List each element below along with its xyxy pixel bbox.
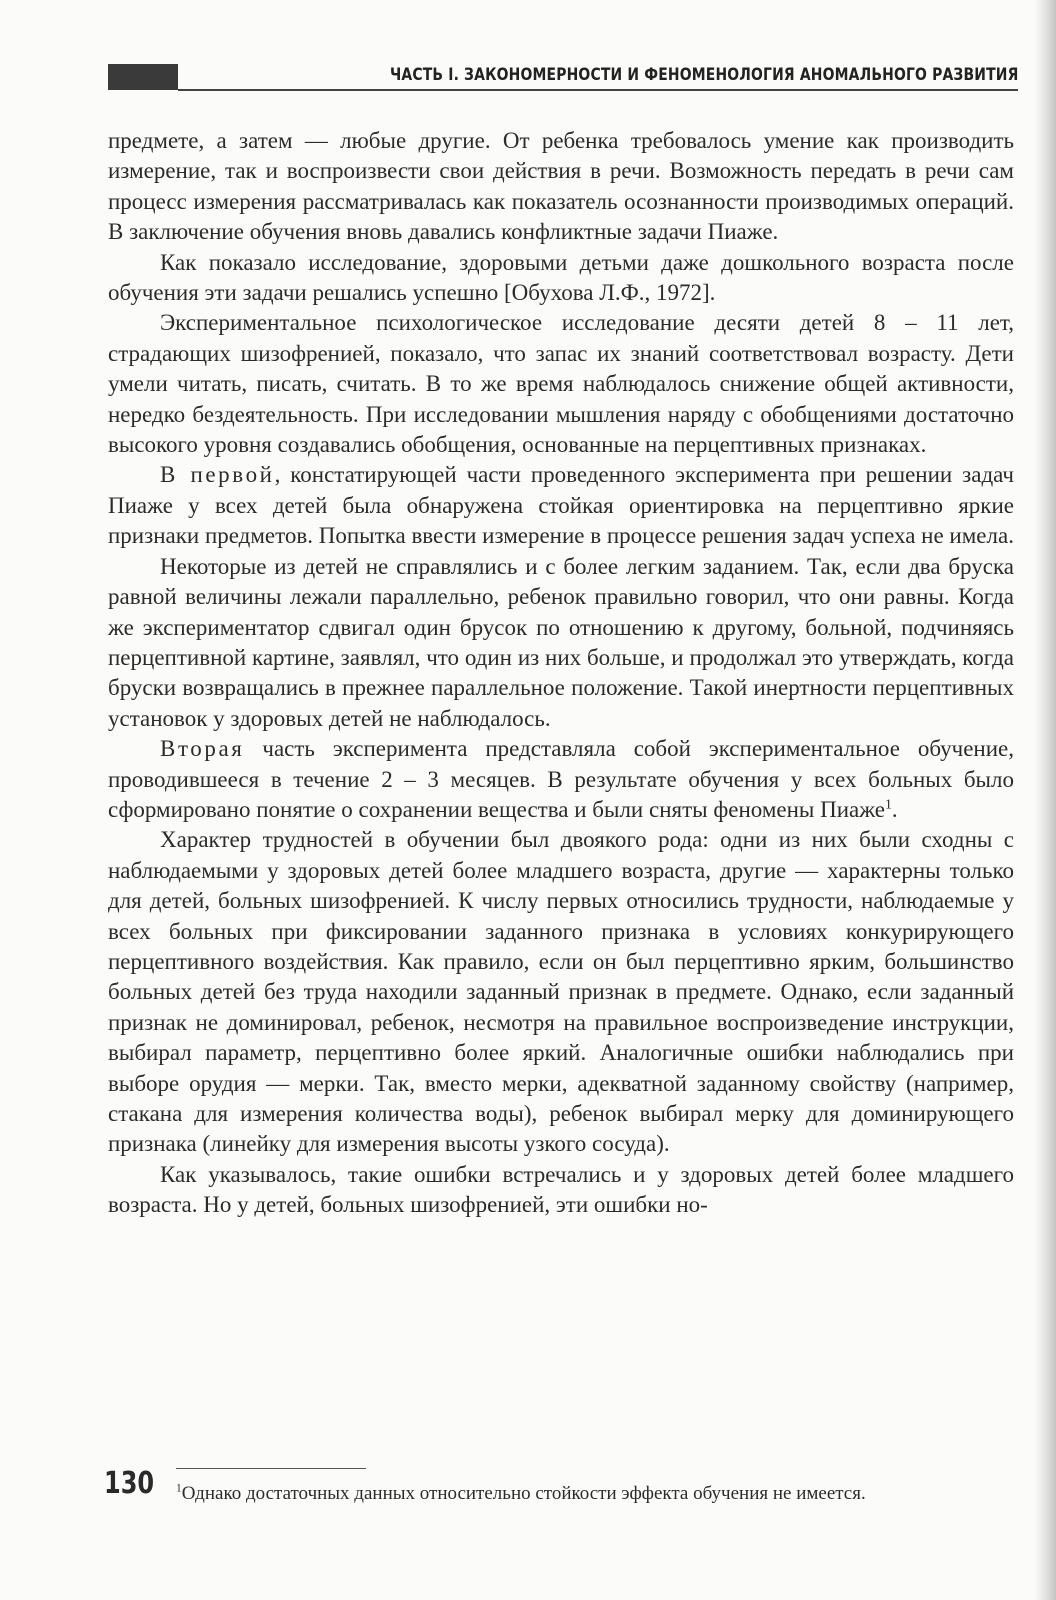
footnote-rule — [176, 1468, 366, 1469]
main-text — [108, 126, 1014, 1221]
paragraph-3: Экспериментальное психологическое исследование десяти детей 8 – 11 лет, страдающих шизофренией, показало, что запас их знаний соответствовал возрасту. Дети умели читать, писать, считать. В то же время наблюдалось снижение общей активности, нередко бездеятельность. При исследовании мышления наряду с обобщениями достаточно высокого уровня создавались обобщения, основанные на перцептивных признаках. — [108, 310, 1014, 458]
running-header — [108, 62, 1018, 92]
paragraph-5: Некоторые из детей не справлялись и с более легким заданием. Так, если два бруска равной величины лежали параллельно, ребенок правильно говорил, что они равны. Когда же экспериментатор сдвигал один брусок по отношению к другому, больной, подчиняясь перцептивной картине, заявлял, что один из них больше, и продолжал это утверждать, когда бруски возвращались в прежнее параллельное положение. Такой инертности перцептивных установок у здоровых детей не наблюдалось. — [108, 553, 1014, 731]
paragraph-1: предмете, а затем — любые другие. От ребенка требовалось умение как производить измерение, так и воспроизвести свои действия в речи. Возможность передать в речи сам процесс измерения рассматривалась как показатель осознанности производимых операций. В заключение обучения вновь давались конфликтные задачи Пиаже. — [108, 128, 1014, 245]
paragraph-6 — [108, 734, 1014, 825]
emphasis-first: В первой — [160, 462, 275, 488]
paragraph-6-text: часть эксперимента представляла собой экспериментальное обучение, проводившееся в течение 2 – 3 месяцев. В результате обучения у всех больных было сформировано понятие о сохранении вещества и были сняты феномены Пиаже — [108, 736, 1014, 822]
running-header-title: ЧАСТЬ I. ЗАКОНОМЕРНОСТИ И ФЕНОМЕНОЛОГИЯ АНОМАЛЬНОГО РАЗВИТИЯ — [389, 65, 1018, 85]
page-number: 130 — [104, 1466, 155, 1501]
footnote-reference: 1 — [885, 796, 892, 812]
paragraph-4-text: , констатирующей части проведенного эксперимента при решении задач Пиаже у всех детей была обнаружена стойкая ориентировка на перцептивно яркие признаки предметов. Попытка ввести измерение в процессе решения задач успеха не имела. — [108, 462, 1015, 549]
footnote-mark: 1 — [176, 1482, 182, 1495]
paragraph-2: Как показало исследование, здоровыми детьми даже дошкольного возраста после обучения эти задачи решались успешно [Обухова Л.Ф., 1972]. — [108, 249, 1014, 306]
footnote-text: Однако достаточных данных относительно стойкости эффекта обучения не имеется. — [181, 1483, 866, 1504]
header-dark-block — [108, 64, 178, 90]
paragraph-4 — [108, 460, 1014, 551]
emphasis-second: Вторая — [160, 736, 245, 762]
header-rule — [178, 89, 1018, 91]
paragraph-7: Характер трудностей в обучении был двоякого рода: одни из них были сходны с наблюдаемыми у здоровых детей более младшего возраста, другие — характерны только для детей, больных шизофренией. К числу первых относились трудности, наблюдаемые у всех больных при фиксировании заданного признака в условиях конкурирующего перцептивного воздействия. Как правило, если он был перцептивно ярким, большинство больных детей без труда находили заданный признак в предмете. Однако, если заданный признак не доминировал, ребенок, несмотря на правильное воспроизведение инструкции, выбирал параметр, перцептивно более яркий. Аналогичные ошибки наблюдались при выборе орудия — мерки. Так, вместо мерки, адекватной заданному свойству (например, стакана для измерения количества воды), ребенок выбирал мерку для доминирующего признака (линейку для измерения высоты узкого сосуда). — [108, 827, 1014, 1157]
footnote — [176, 1482, 1016, 1506]
spine-shadow — [1034, 0, 1056, 1600]
paragraph-6-end: . — [891, 796, 898, 822]
paragraph-8: Как указывалось, такие ошибки встречались и у здоровых детей более младшего возраста. Но у детей, больных шизофренией, эти ошибки но- — [108, 1161, 1014, 1218]
